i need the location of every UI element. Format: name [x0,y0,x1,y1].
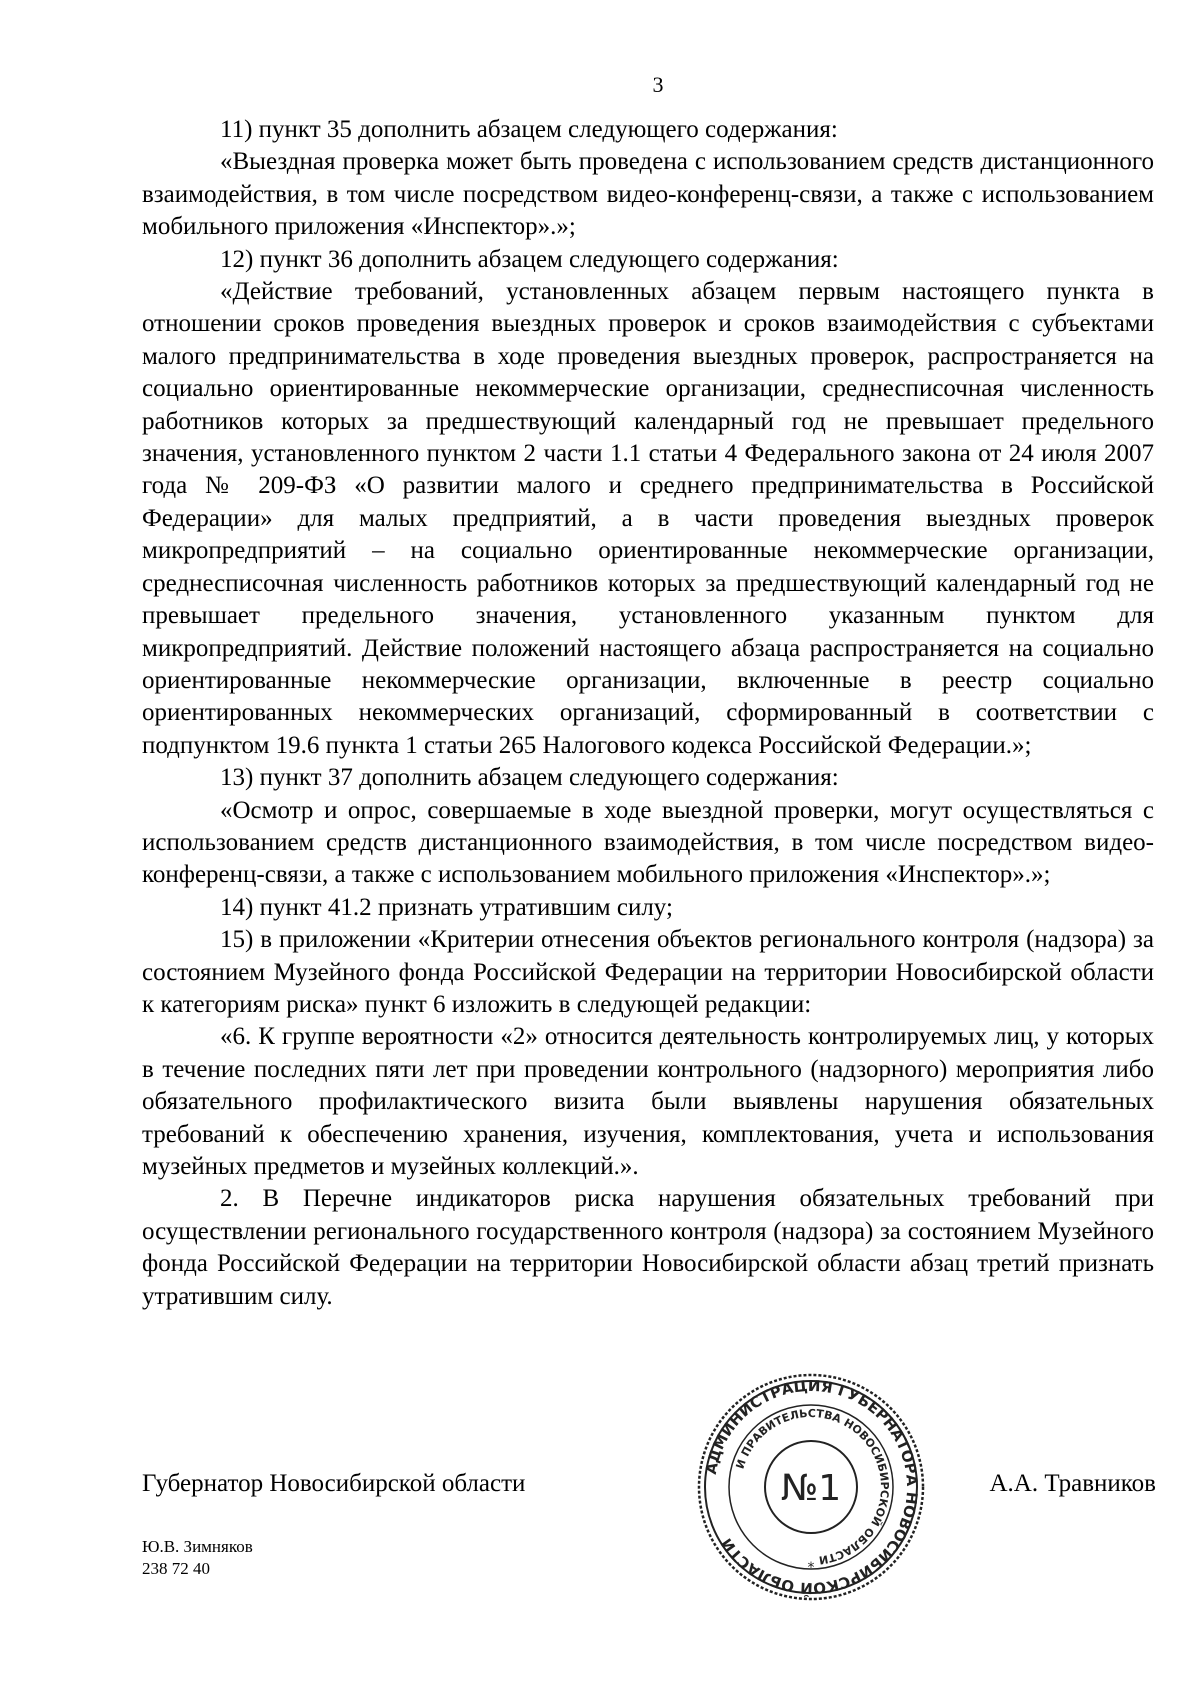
paragraph-item-12: 12) пункт 36 дополнить абзацем следующего содержания: [220,245,839,273]
seal-star-icon: * [807,1560,815,1576]
signature-title: Губернатор Новосибирской области [142,1470,526,1497]
paragraph-section-2: 2. В Перечне индикаторов риска нарушения обязательных требований при осуществлении регионального государственного контроля (надзора) за состоянием Музейного фонда Российской Федерации на территории Новосибирской области абзац третий признать утратившим силу. [142,1185,1154,1310]
page-number: 3 [652,72,664,97]
paragraph-item-13: 13) пункт 37 дополнить абзацем следующего содержания: [220,764,839,792]
paragraph-item-15-text: «6. К группе вероятности «2» относится деятельность контролируемых лиц, у которых в течение последних пяти лет при проведении контрольного (надзорного) мероприятия либо обязательного профилактического визита были выявлены нарушения обязательных требований к обеспечению хранения, изучения, комплектования, учета и использования музейных предметов и музейных коллекций.». [142,1023,1154,1180]
executor-phone: 238 72 40 [142,1559,210,1578]
executor-block [142,1536,253,1580]
paragraph-item-15: 15) в приложении «Критерии отнесения объектов регионального контроля (надзора) за состоянием Музейного фонда Российской Федерации на территории Новосибирской области к категориям риска» пункт 6 изложить в следующей редакции: [142,926,1154,1018]
seal-inner-text: И ПРАВИТЕЛЬСТВА НОВОСИБИРСКОЙ ОБЛАСТИ [733,1406,892,1567]
executor-name: Ю.В. Зимняков [142,1537,253,1556]
document-body [142,114,1154,1313]
seal-number: №1 [780,1468,842,1509]
paragraph-item-14: 14) пункт 41.2 признать утратившим силу; [220,893,673,921]
paragraph-item-11: 11) пункт 35 дополнить абзацем следующего содержания: [220,116,838,143]
paragraph-item-12-text: «Действие требований, установленных абзацем первым настоящего пункта в отношении сроков проведения выездных проверок и сроков взаимодействия с субъектами малого предпринимательства в ходе проведения выездных проверок, распространяется на социально ориентированные некоммерческие организации, среднесписочная численность работников которых за предшествующий календарный год не превышает предельного значения, установленного пунктом 2 части 1.1 статьи 4 Федерального закона от 24 июля 2007 года № 209-ФЗ «О развитии малого и среднего предпринимательства в Российской Федерации» для малых предприятий, а в части проведения выездных проверок микропредприятий – на социально ориентированные некоммерческие организации, среднесписочная численность работников которых за предшествующий календарный год не превышает предельного значения, установленного указанным пунктом для микропредприятий. Действие положений настоящего абзаца распространяется на социально ориентированные некоммерческие организации, включенные в реестр социально ориентированных некоммерческих организаций, сформированный в соответствии с подпунктом 19.6 пункта 1 статьи 265 Налогового кодекса Российской Федерации.»; [142,278,1154,759]
signature-name: А.А. Травников [989,1470,1156,1497]
paragraph-item-13-text: «Осмотр и опрос, совершаемые в ходе выездной проверки, могут осуществляться с использованием средств дистанционного взаимодействия, в том числе посредством видео-конференц-связи, а также с использованием мобильного приложения «Инспектор».»; [142,796,1154,889]
seal-outer-text: АДМИНИСТРАЦИЯ ГУБЕРНАТОРА НОВОСИБИРСКОЙ ОБЛАСТИ [701,1376,922,1598]
official-seal [696,1372,926,1602]
paragraph-item-11-text: «Выездная проверка может быть проведена с использованием средств дистанционного взаимодействия, в том числе посредством видео-конференц-связи, а также с использованием мобильного приложения «Инспектор».»; [142,148,1154,241]
